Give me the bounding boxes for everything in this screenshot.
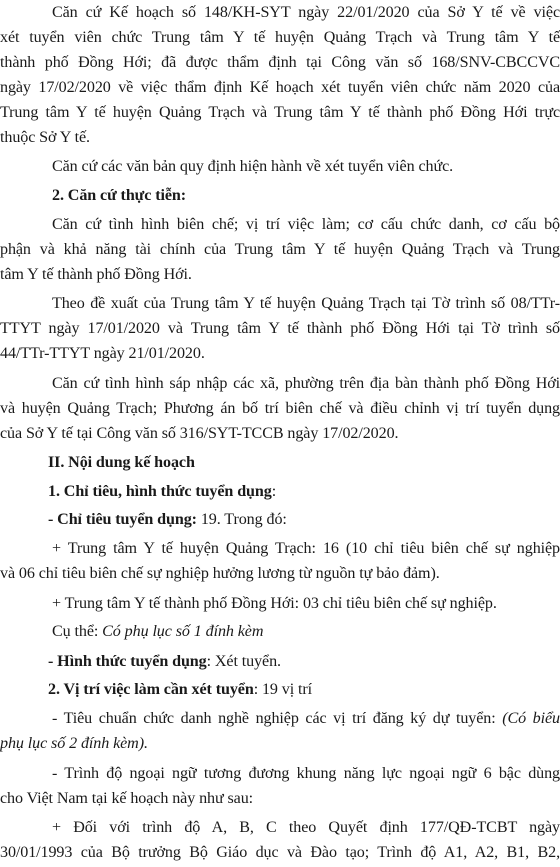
section-heading: II. Nội dung kế hoạch (48, 454, 195, 472)
paragraph-line: tâm Y tế thành phố Đồng Hới. (0, 266, 192, 284)
paragraph-line: xét tuyển viên chức Trung tâm Y tế huyện Quảng Trạch và Trung tâm Y tế (0, 28, 560, 46)
reference-appendix: Có phụ lục số 1 đính kèm (102, 623, 264, 641)
paragraph-line: + Đối với trình độ A, B, C theo Quyết định 177/QĐ-TCBT ngày (52, 819, 560, 836)
paragraph-line: - Trình độ ngoại ngữ tương đương khung năng lực ngoại ngữ 6 bậc dùng (52, 764, 560, 782)
paragraph-line: + Trung tâm Y tế thành phố Đồng Hới: 03 chỉ tiêu biên chế sự nghiệp. (52, 594, 497, 612)
paragraph-line: 44/TTr-TTYT ngày 21/01/2020. (0, 345, 205, 363)
paragraph-line: Căn cứ các văn bản quy định hiện hành về xét tuyển viên chức. (52, 158, 454, 176)
subsection-value: : 19 vị trí (253, 681, 313, 698)
paragraph-line: và 06 chỉ tiêu biên chế sự nghiệp hưởng lương từ nguồn tự bảo đảm). (0, 565, 440, 583)
list-item-value: 19. Trong đó: (196, 511, 287, 529)
paragraph-line: TTYT ngày 17/01/2020 và Trung tâm Y tế thành phố Đồng Hới tại Tờ trình số (0, 320, 560, 338)
paragraph-line: thuộc Sở Y tế. (0, 128, 90, 146)
paragraph-line: Căn cứ Kế hoạch số 148/KH-SYT ngày 22/01/2020 của Sở Y tế về việc (52, 3, 560, 21)
list-item (0, 650, 560, 674)
subsection-heading (0, 480, 560, 504)
section-heading: 2. Căn cứ thực tiễn: (52, 186, 186, 204)
list-item-label: - Hình thức tuyển dụng (48, 652, 207, 670)
paragraph-line: Trung tâm Y tế huyện Quảng Trạch và Trung tâm Y tế thành phố Đồng Hới trực (0, 103, 560, 121)
paragraph-line (0, 620, 560, 644)
paragraph-text: - Tiêu chuẩn chức danh nghề nghiệp các vị trí đăng ký dự tuyển: (52, 710, 503, 728)
paragraph-line (0, 707, 560, 731)
subsection-title: 2. Vị trí việc làm cần xét tuyển (48, 681, 254, 698)
paragraph-line: ngày 17/02/2020 về việc thẩm định Kế hoạch xét tuyển viên chức năm 2020 của (0, 78, 560, 96)
paragraph-line: phụ lục số 2 đính kèm). (0, 735, 148, 753)
list-item (0, 508, 560, 532)
paragraph-line: 30/01/1993 của Bộ trưởng Bộ Giáo dục và Đào tạo; Trình độ A1, A2, B1, B2, (0, 844, 560, 861)
reference-prefix: Cụ thể: (52, 623, 103, 641)
paragraph-line: cho Việt Nam tại kế hoạch này như sau: (0, 789, 254, 807)
subsection-colon: : (271, 482, 277, 500)
paragraph-line: Theo đề xuất của Trung tâm Y tế huyện Quảng Trạch tại Tờ trình số 08/TTr- (52, 295, 560, 313)
paragraph-line: phận và khả năng tài chính của Trung tâm Y tế huyện Quảng Trạch và Trung (0, 241, 560, 259)
paragraph-line: thành phố Đồng Hới; đã được thẩm định tại Công văn số 168/SNV-CBCCVC (0, 53, 560, 71)
paragraph-line: + Trung tâm Y tế huyện Quảng Trạch: 16 (10 chỉ tiêu biên chế sự nghiệp (52, 540, 560, 558)
paragraph-line: của Sở Y tế tại Công văn số 316/SYT-TCCB ngày 17/02/2020. (0, 424, 399, 442)
paragraph-italic: (Có biểu (502, 710, 560, 728)
paragraph-line: Căn cứ tình hình biên chế; vị trí việc làm; cơ cấu chức danh, cơ cấu bộ (52, 216, 560, 234)
list-item-label: - Chỉ tiêu tuyển dụng: (48, 511, 197, 529)
subsection-heading (0, 678, 560, 702)
subsection-title: 1. Chỉ tiêu, hình thức tuyển dụng (48, 482, 272, 500)
paragraph-line: Căn cứ tình hình sáp nhập các xã, phường trên địa bàn thành phố Đồng Hới (52, 374, 560, 392)
paragraph-line: và huyện Quảng Trạch; Phương án bố trí biên chế và điều chỉnh vị trí tuyển dụng (0, 399, 560, 417)
list-item-value: : Xét tuyển. (206, 652, 281, 670)
